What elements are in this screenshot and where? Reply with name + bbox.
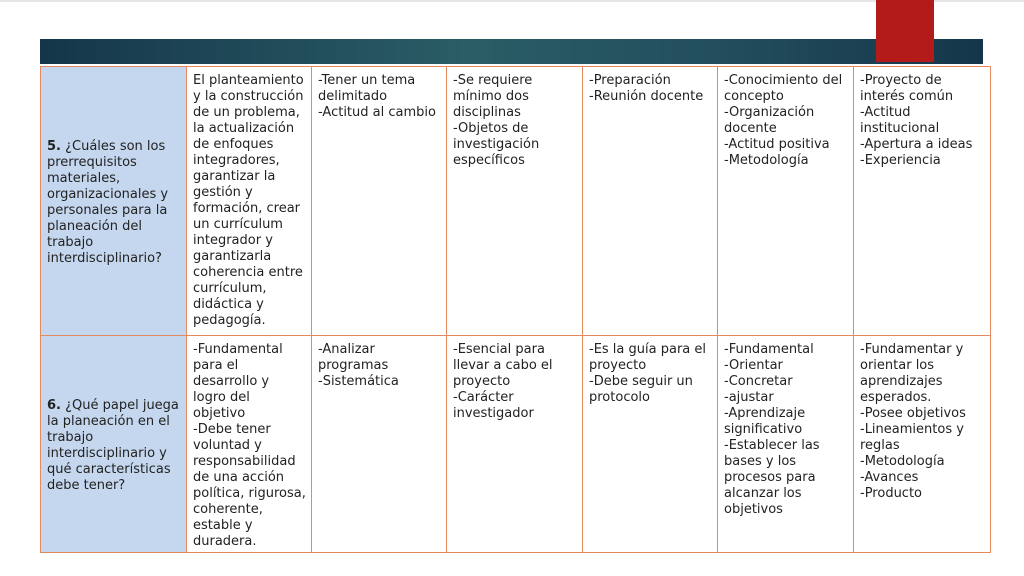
answer-cell: -Fundamental -Orientar -Concretar -ajustar -Aprendizaje significativo -Establecer las bases y los procesos para alcanzar los objetivos [718, 336, 854, 553]
question-cell [41, 67, 187, 336]
answer-cell: -Es la guía para el proyecto -Debe seguir un protocolo [583, 336, 718, 553]
answer-cell: -Preparación -Reunión docente [583, 67, 718, 336]
table-row [41, 67, 991, 336]
table-row [41, 336, 991, 553]
answer-cell: -Conocimiento del concepto -Organización docente -Actitud positiva -Metodología [718, 67, 854, 336]
answer-cell: -Fundamentar y orientar los aprendizajes esperados. -Posee objetivos -Lineamientos y reglas -Metodología -Avances -Producto [854, 336, 991, 553]
answer-cell: -Esencial para llevar a cabo el proyecto -Carácter investigador [447, 336, 583, 553]
answer-cell: El planteamiento y la construcción de un problema, la actualización de enfoques integradores, garantizar la gestión y formación, crear un currículum integrador y garantizarla coherencia entre currículum, didáctica y pedagogía. [187, 67, 312, 336]
comparison-table [40, 66, 991, 553]
question-text: ¿Qué papel juega la planeación en el trabajo interdisciplinario y qué características debe tener? [47, 398, 179, 493]
question-number: 6. [47, 398, 61, 413]
planning-table [40, 66, 990, 549]
answer-cell: -Fundamental para el desarrollo y logro del objetivo -Debe tener voluntad y responsabilidad de una acción política, rigurosa, coherente, estable y duradera. [187, 336, 312, 553]
answer-cell: -Se requiere mínimo dos disciplinas -Objetos de investigación específicos [447, 67, 583, 336]
top-rule [0, 0, 1024, 2]
answer-cell: -Tener un tema delimitado -Actitud al cambio [312, 67, 447, 336]
answer-cell: -Analizar programas -Sistemática [312, 336, 447, 553]
question-text: ¿Cuáles son los prerrequisitos materiales, organizacionales y personales para la planeación del trabajo interdisciplinario? [47, 139, 169, 266]
question-cell [41, 336, 187, 553]
answer-cell: -Proyecto de interés común -Actitud institucional -Apertura a ideas -Experiencia [854, 67, 991, 336]
red-accent-block [876, 0, 934, 62]
question-number: 5. [47, 139, 61, 154]
slide-header-bar [40, 39, 983, 64]
